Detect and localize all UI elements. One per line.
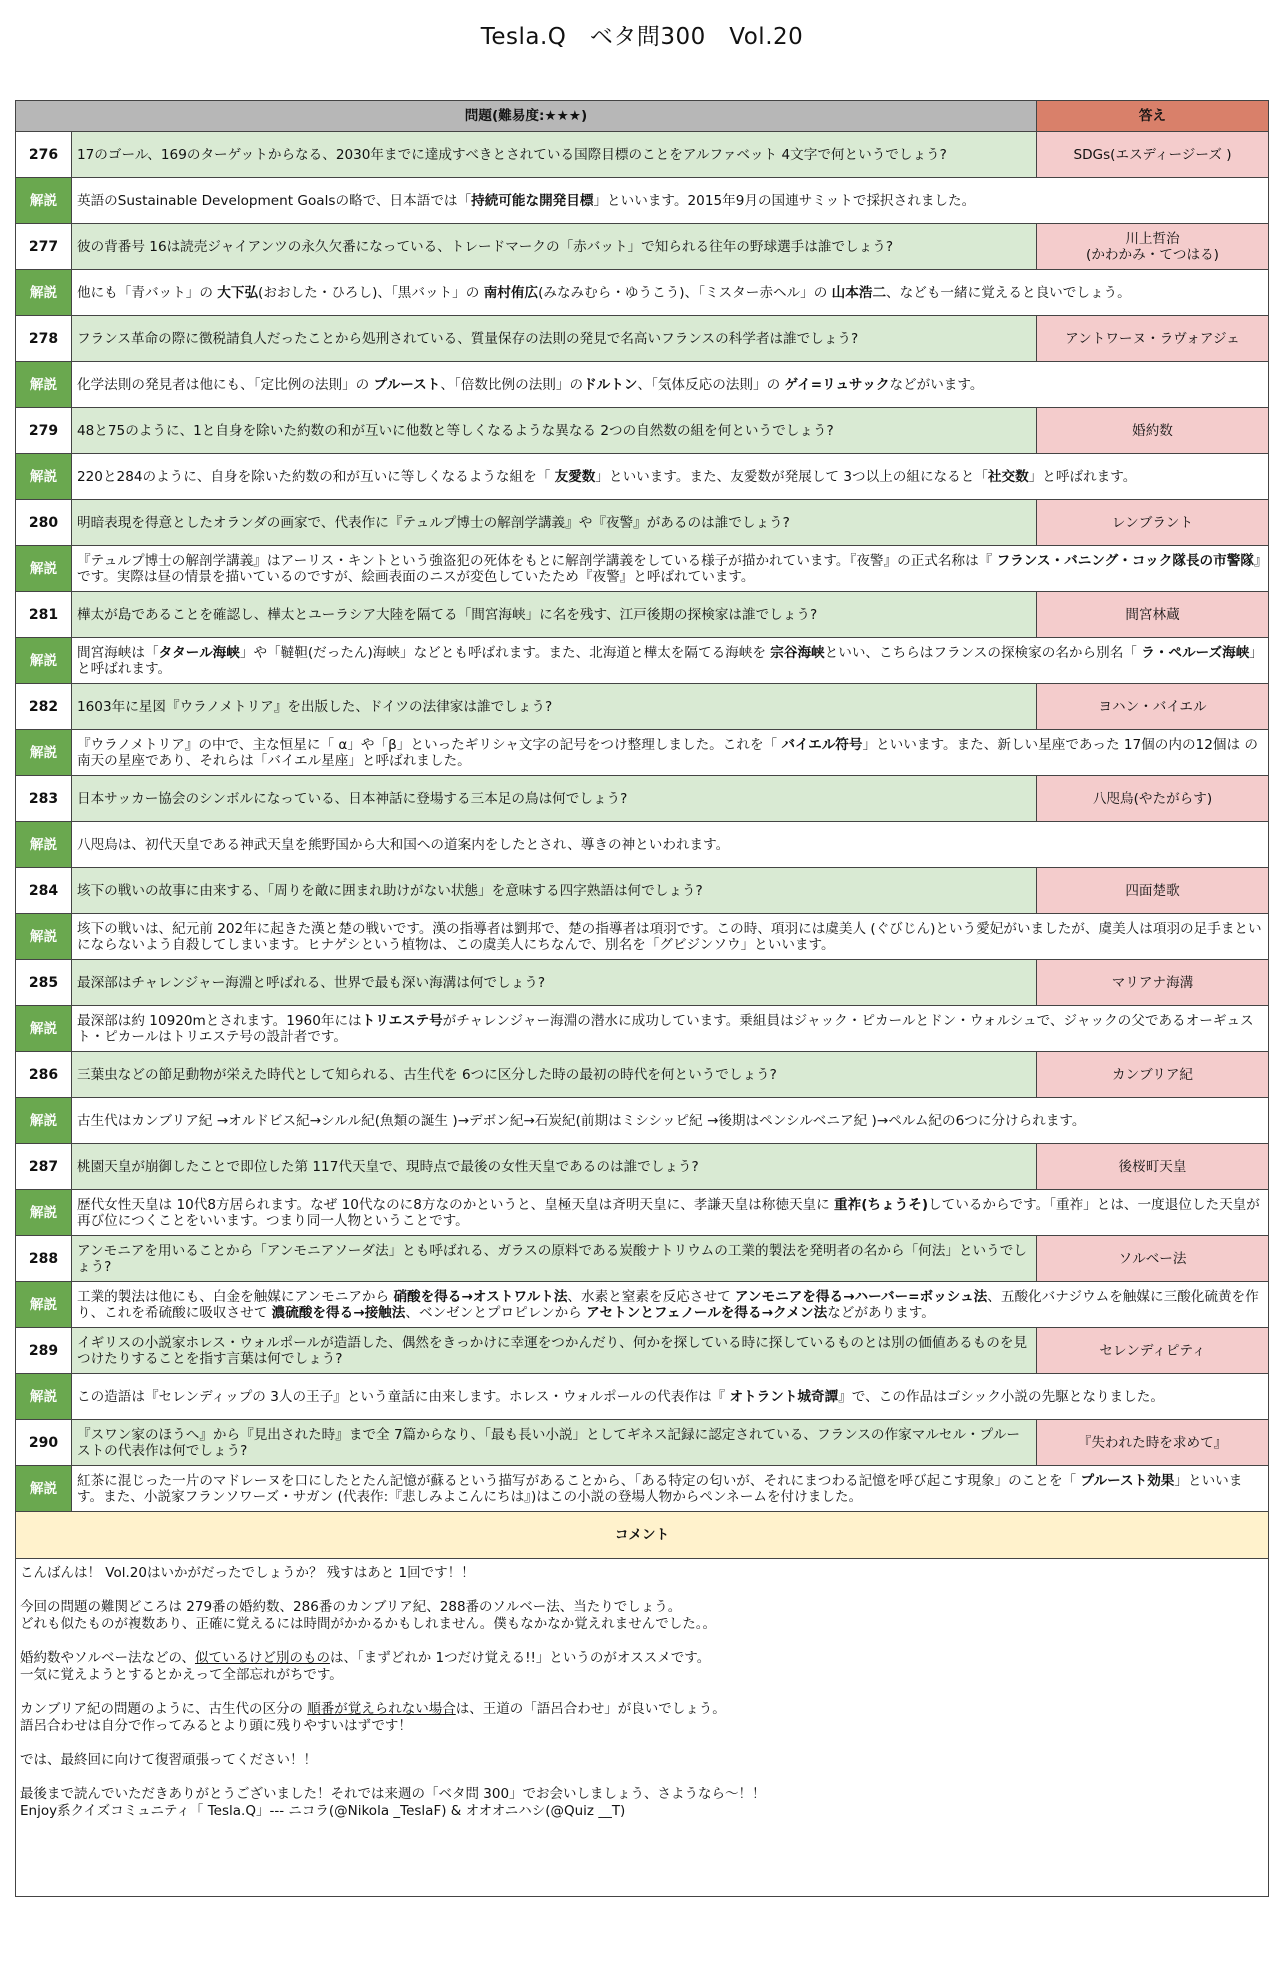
question-text: 三葉虫などの節足動物が栄えた時代として知られる、古生代を 6つに区分した時の最初の時代を何というでしょう? xyxy=(72,1052,1037,1098)
comment-line xyxy=(20,1786,1264,1803)
question-number: 285 xyxy=(16,960,72,1006)
question-text: 桃園天皇が崩御したことで即位した第 117代天皇で、現時点で最後の女性天皇であるのは誰でしょう? xyxy=(72,1144,1037,1190)
explanation-label: 解説 xyxy=(16,822,72,868)
text-segment: 」といいます。また、友愛数が発展して 3つ以上の組になると「 xyxy=(595,468,988,485)
explanation-text xyxy=(72,362,1269,408)
answer-cell: 間宮林蔵 xyxy=(1037,592,1269,638)
underlined-phrase: 似ているけど別のもの xyxy=(194,1650,330,1666)
explanation-row xyxy=(16,638,1269,684)
question-text: 日本サッカー協会のシンボルになっている、日本神話に登場する三本足の鳥は何でしょう? xyxy=(72,776,1037,822)
comment-line xyxy=(20,1684,1264,1701)
text-segment: 語呂合わせは自分で作ってみるとより頭に残りやすいはずです！ xyxy=(20,1718,412,1734)
answer-cell: 八咫烏(やたがらす) xyxy=(1037,776,1269,822)
explanation-text xyxy=(72,1006,1269,1052)
question-row xyxy=(16,408,1269,454)
text-segment: 」といいます。また、小説家フランソワーズ・サガン (代表作:『悲しみよこんにちは』)はこの小説の登場人物からペンネームを付けました。 xyxy=(77,1472,1243,1505)
answer-cell: 婚約数 xyxy=(1037,408,1269,454)
question-text: 彼の背番号 16は読売ジャイアンツの永久欠番になっている、トレードマークの「赤バット」で知られる往年の野球選手は誰でしょう? xyxy=(72,224,1037,270)
explanation-row xyxy=(16,914,1269,960)
comment-line xyxy=(20,1769,1264,1786)
comment-line xyxy=(20,1650,1264,1667)
bold-term: バイエル符号 xyxy=(781,736,863,753)
bold-term: タタール海峡 xyxy=(158,644,240,661)
question-text: イギリスの小説家ホレス・ウォルポールが造語した、偶然をきっかけに幸運をつかんだり、何かを探している時に探しているものとは別の価値あるものを見つけたりすることを指す言葉は何でしょう? xyxy=(72,1328,1037,1374)
text-segment: 」といいます。2015年9月の国連サミットで採択されました。 xyxy=(593,192,976,209)
explanation-label: 解説 xyxy=(16,1282,72,1328)
question-number: 290 xyxy=(16,1420,72,1466)
explanation-text xyxy=(72,638,1269,684)
bold-term: 山本浩二 xyxy=(831,284,887,301)
question-number: 279 xyxy=(16,408,72,454)
explanation-text xyxy=(72,1098,1269,1144)
text-segment: 工業的製法は他にも、白金を触媒にアンモニアから xyxy=(77,1288,394,1305)
bold-term: 硝酸を得る→オストワルト法 xyxy=(393,1288,568,1305)
question-row xyxy=(16,500,1269,546)
explanation-text xyxy=(72,270,1269,316)
explanation-row xyxy=(16,1466,1269,1512)
explanation-row xyxy=(16,730,1269,776)
text-segment: 間宮海峡は「 xyxy=(77,644,159,661)
text-segment: 、なども一緒に覚えると良いでしょう。 xyxy=(886,284,1131,301)
explanation-label: 解説 xyxy=(16,1006,72,1052)
text-segment: 一気に覚えようとするとかえって全部忘れがちです。 xyxy=(20,1667,343,1683)
explanation-label: 解説 xyxy=(16,178,72,224)
question-number: 283 xyxy=(16,776,72,822)
explanation-text xyxy=(72,1466,1269,1512)
text-segment: 『テュルプ博士の解剖学講義』はアーリス・キントという強盗犯の死体をもとに解剖学講義をしている様子が描かれています。『夜警』の正式名称は『 xyxy=(77,552,997,569)
question-text: 最深部はチャレンジャー海淵と呼ばれる、世界で最も深い海溝は何でしょう? xyxy=(72,960,1037,1006)
text-segment: 化学法則の発見者は他にも、「定比例の法則」の xyxy=(77,376,374,393)
table-header xyxy=(16,101,1269,132)
text-segment: 、ベンゼンとプロピレンから xyxy=(405,1304,587,1321)
bold-term: 持続可能な開発目標 xyxy=(471,192,594,209)
text-segment: といい、こちらはフランスの探検家の名から別名「 xyxy=(824,644,1142,661)
explanation-label: 解説 xyxy=(16,914,72,960)
explanation-label: 解説 xyxy=(16,546,72,592)
text-segment: 歴代女性天皇は 10代8方居られます。なぜ 10代なのに8方なのかというと、皇極天皇は斉明天皇に、孝謙天皇は称徳天皇に xyxy=(77,1196,835,1213)
question-text: 48と75のように、1と自身を除いた約数の和が互いに他数と等しくなるような異なる 2つの自然数の組を何というでしょう? xyxy=(72,408,1037,454)
bold-term: プルースト効果 xyxy=(1080,1472,1175,1489)
text-segment: こんばんは！ Vol.20はいかがだったでしょうか？ 残すはあと 1回です！！ xyxy=(20,1565,475,1581)
text-segment: (おおした・ひろし)、「黒バット」の xyxy=(258,284,484,301)
question-row xyxy=(16,1328,1269,1374)
bold-term: 大下弘 xyxy=(217,284,259,301)
answer-cell: アントワーヌ・ラヴォアジェ xyxy=(1037,316,1269,362)
bold-term: プルースト xyxy=(373,376,441,393)
explanation-text xyxy=(72,546,1269,592)
answer-cell: 川上哲治 (かわかみ・てつはる) xyxy=(1037,224,1269,270)
question-text: 樺太が島であることを確認し、樺太とユーラシア大陸を隔てる「間宮海峡」に名を残す、江戸後期の探検家は誰でしょう? xyxy=(72,592,1037,638)
text-segment: どれも似たものが複数あり、正確に覚えるには時間がかかるかもしれません。僕もなかなか覚えれませんでした。。 xyxy=(20,1616,717,1632)
text-segment: 紅茶に混じった一片のマドレーヌを口にしたとたん記憶が蘇るという描写があることから、「ある特定の匂いが、それにまつわる記憶を呼び起こす現象」のことを「 xyxy=(77,1472,1081,1489)
text-segment: 』で、この作品はゴシック小説の先駆となりました。 xyxy=(838,1388,1164,1405)
quiz-table xyxy=(15,100,1269,1897)
question-text: フランス革命の際に徴税請負人だったことから処刑されている、質量保存の法則の発見で名高いフランスの科学者は誰でしょう? xyxy=(72,316,1037,362)
answer-cell: 後桜町天皇 xyxy=(1037,1144,1269,1190)
bold-term: ドルトン xyxy=(583,376,638,393)
text-segment: 今回の問題の難関どころは 279番の婚約数、286番のカンブリア紀、288番のソルベー法、当たりでしょう。 xyxy=(20,1599,682,1615)
answer-cell: カンブリア紀 xyxy=(1037,1052,1269,1098)
question-text: 垓下の戦いの故事に由来する、「周りを敵に囲まれ助けがない状態」を意味する四字熟語は何でしょう? xyxy=(72,868,1037,914)
text-segment: 古生代はカンブリア紀 →オルドビス紀→シルル紀(魚類の誕生 )→デボン紀→石炭紀(前期はミシシッピ紀 →後期はペンシルベニア紀 )→ペルム紀の6つに分けられます。 xyxy=(77,1112,1086,1129)
explanation-row xyxy=(16,822,1269,868)
text-segment: は、王道の「語呂合わせ」が良いでしょう。 xyxy=(455,1701,726,1717)
question-text: 17のゴール、169のターゲットからなる、2030年までに達成すべきとされている国際目標のことをアルファベット 4文字で何というでしょう? xyxy=(72,132,1037,178)
text-segment: 』です。実際は昼の情景を描いているのですが、絵画表面のニスが変色していたため『夜警』と呼ばれています。 xyxy=(77,552,1261,585)
explanation-label: 解説 xyxy=(16,454,72,500)
text-segment: 、水素と窒素を反応させて xyxy=(567,1288,735,1305)
question-column-header: 問題(難易度:★★★) xyxy=(16,101,1037,132)
explanation-label: 解説 xyxy=(16,730,72,776)
answer-cell: ソルベー法 xyxy=(1037,1236,1269,1282)
explanation-label: 解説 xyxy=(16,1466,72,1512)
bold-term: 宗谷海峡 xyxy=(770,644,825,661)
answer-cell: SDGs(エスディージーズ ) xyxy=(1037,132,1269,178)
explanation-row xyxy=(16,1098,1269,1144)
text-segment: 他にも「青バット」の xyxy=(77,284,218,301)
text-segment: などがあります。 xyxy=(827,1304,935,1321)
text-segment: Enjoy系クイズコミュニティ「 Tesla.Q」--- ニコラ(@Nikola _TeslaF) & オオオニハシ(@Quiz __T) xyxy=(20,1803,626,1819)
explanation-text xyxy=(72,1190,1269,1236)
explanation-text xyxy=(72,178,1269,224)
comment-line xyxy=(20,1701,1264,1718)
question-row xyxy=(16,776,1269,822)
explanation-row xyxy=(16,270,1269,316)
explanation-label: 解説 xyxy=(16,1190,72,1236)
question-row xyxy=(16,592,1269,638)
question-row xyxy=(16,224,1269,270)
bold-term: ゲイ=リュサック xyxy=(784,376,890,393)
text-segment: 、「倍数比例の法則」の xyxy=(440,376,584,393)
text-segment: 英語のSustainable Development Goalsの略で、日本語では「 xyxy=(77,192,472,209)
text-segment: 、「気体反応の法則」の xyxy=(637,376,785,393)
text-segment: は、「まずどれか 1つだけ覚える!!」というのがオススメです。 xyxy=(329,1650,711,1666)
question-row xyxy=(16,1052,1269,1098)
question-number: 277 xyxy=(16,224,72,270)
explanation-label: 解説 xyxy=(16,270,72,316)
text-segment: この造語は『セレンディップの 3人の王子』という童話に由来します。ホレス・ウォルポールの代表作は『 xyxy=(77,1388,730,1405)
question-row xyxy=(16,960,1269,1006)
question-number: 278 xyxy=(16,316,72,362)
comment-line xyxy=(20,1633,1264,1650)
bold-term: 南村侑広 xyxy=(483,284,539,301)
comment-line xyxy=(20,1616,1264,1633)
text-segment: 最深部は約 10920mとされます。1960年には xyxy=(77,1012,362,1029)
comment-header-row xyxy=(16,1512,1269,1559)
bold-term: 社交数 xyxy=(987,468,1029,485)
answer-cell: ヨハン・バイエル xyxy=(1037,684,1269,730)
answer-cell: 四面楚歌 xyxy=(1037,868,1269,914)
question-number: 287 xyxy=(16,1144,72,1190)
explanation-text xyxy=(72,1374,1269,1420)
bold-term: オトラント城奇譚 xyxy=(729,1388,839,1405)
comment-line xyxy=(20,1565,1264,1582)
explanation-text xyxy=(72,454,1269,500)
text-segment: 」と呼ばれます。 xyxy=(1028,468,1137,485)
text-segment: 垓下の戦いは、紀元前 202年に起きた漢と楚の戦いです。漢の指導者は劉邦で、楚の指導者は項羽です。この時、項羽には虞美人 (ぐびじん)という愛妃がいましたが、虞美人は項羽の足手まといにならないよう自殺してしまいます。ヒナゲシという植物は、この虞美人にちなんで、別名を「グビジンソウ」といいます。 xyxy=(77,920,1262,953)
text-segment: 」といいます。また、新しい星座であった 17個の内の12個は の南天の星座であり、それらは「バイエル星座」と呼ばれました。 xyxy=(77,736,1258,769)
question-row xyxy=(16,1236,1269,1282)
question-number: 288 xyxy=(16,1236,72,1282)
question-number: 281 xyxy=(16,592,72,638)
question-number: 289 xyxy=(16,1328,72,1374)
explanation-label: 解説 xyxy=(16,362,72,408)
text-segment: 」や「韃靼(だったん)海峡」などとも呼ばれます。また、北海道と樺太を隔てる海峡を xyxy=(239,644,771,661)
explanation-label: 解説 xyxy=(16,638,72,684)
comment-line xyxy=(20,1752,1264,1769)
comment-body-row xyxy=(16,1559,1269,1897)
question-number: 276 xyxy=(16,132,72,178)
text-segment: 220と284のように、自身を除いた約数の和が互いに等しくなるような組を「 xyxy=(77,468,555,485)
text-segment: 婚約数やソルベー法などの、 xyxy=(20,1650,195,1666)
text-segment: しているからです。「重祚」とは、一度退位した天皇が再び位につくことをいいます。つまり同一人物ということです。 xyxy=(77,1196,1260,1229)
answer-cell: 『失われた時を求めて』 xyxy=(1037,1420,1269,1466)
explanation-row xyxy=(16,1374,1269,1420)
explanation-row xyxy=(16,546,1269,592)
answer-cell: レンブラント xyxy=(1037,500,1269,546)
explanation-row xyxy=(16,1282,1269,1328)
bold-term: 友愛数 xyxy=(554,468,596,485)
answer-cell: セレンディピティ xyxy=(1037,1328,1269,1374)
explanation-label: 解説 xyxy=(16,1374,72,1420)
text-segment: 最後まで読んでいただきありがとうございました！それでは来週の「ベタ問 300」でお会いしましょう、さようなら〜！！ xyxy=(20,1786,766,1802)
comment-line xyxy=(20,1667,1264,1684)
question-text: 『スワン家のほうへ』から『見出された時』まで全 7篇からなり、「最も長い小説」としてギネス記録に認定されている、フランスの作家マルセル・プルーストの代表作は何でしょう? xyxy=(72,1420,1037,1466)
explanation-text xyxy=(72,1282,1269,1328)
question-number: 280 xyxy=(16,500,72,546)
text-segment: (みなみむら・ゆうこう)、「ミスター赤ヘル」の xyxy=(538,284,832,301)
bold-term: 重祚(ちょうそ) xyxy=(834,1196,929,1213)
text-segment: 八咫烏は、初代天皇である神武天皇を熊野国から大和国への道案内をしたとされ、導きの神といわれます。 xyxy=(77,836,730,853)
explanation-row xyxy=(16,178,1269,224)
bold-term: フランス・バニング・コック隊長の市警隊 xyxy=(996,552,1254,569)
text-segment: カンブリア紀の問題のように、古生代の区分の xyxy=(20,1701,308,1717)
question-row xyxy=(16,316,1269,362)
explanation-text xyxy=(72,822,1269,868)
question-text: 明暗表現を得意としたオランダの画家で、代表作に『テュルプ博士の解剖学講義』や『夜警』があるのは誰でしょう? xyxy=(72,500,1037,546)
question-row xyxy=(16,1144,1269,1190)
question-text: アンモニアを用いることから「アンモニアソーダ法」とも呼ばれる、ガラスの原料である炭酸ナトリウムの工業的製法を発明者の名から「何法」というでしょう? xyxy=(72,1236,1037,1282)
comment-line xyxy=(20,1735,1264,1752)
comment-line xyxy=(20,1599,1264,1616)
question-row xyxy=(16,684,1269,730)
explanation-row xyxy=(16,454,1269,500)
bold-term: アセトンとフェノールを得る→クメン法 xyxy=(586,1304,828,1321)
text-segment: がチャレンジャー海淵の潜水に成功しています。乗組員はジャック・ピカールとドン・ウォルシュで、ジャックの父であるオーギュスト・ピカールはトリエステ号の設計者です。 xyxy=(77,1012,1254,1045)
question-row xyxy=(16,132,1269,178)
explanation-text xyxy=(72,730,1269,776)
text-segment: 、五酸化バナジウムを触媒に三酸化硫黄を作り、これを希硫酸に吸収させて xyxy=(77,1288,1259,1321)
text-segment: では、最終回に向けて復習頑張ってください！！ xyxy=(20,1752,317,1768)
bold-term: トリエステ号 xyxy=(361,1012,443,1029)
explanation-text xyxy=(72,914,1269,960)
question-row xyxy=(16,1420,1269,1466)
page-title: Tesla.Q ベタ問300 Vol.20 xyxy=(480,24,804,50)
question-number: 286 xyxy=(16,1052,72,1098)
explanation-row xyxy=(16,1190,1269,1236)
comment-line xyxy=(20,1718,1264,1735)
bold-term: ラ・ペルーズ海峡 xyxy=(1141,644,1250,661)
underlined-phrase: 順番が覚えられない場合 xyxy=(307,1701,456,1717)
question-row xyxy=(16,868,1269,914)
text-segment: 『ウラノメトリア』の中で、主な恒星に「 α」や「β」といったギリシャ文字の記号をつけ整理しました。これを「 xyxy=(77,736,782,753)
question-number: 284 xyxy=(16,868,72,914)
answer-column-header: 答え xyxy=(1037,101,1269,132)
comment-line xyxy=(20,1582,1264,1599)
answer-cell: マリアナ海溝 xyxy=(1037,960,1269,1006)
comment-body xyxy=(16,1559,1269,1897)
explanation-row xyxy=(16,1006,1269,1052)
text-segment: などがいます。 xyxy=(889,376,984,393)
comment-header: コメント xyxy=(16,1512,1269,1559)
explanation-row xyxy=(16,362,1269,408)
question-text: 1603年に星図『ウラノメトリア』を出版した、ドイツの法律家は誰でしょう? xyxy=(72,684,1037,730)
bold-term: アンモニアを得る→ハーバー=ボッシュ法 xyxy=(734,1288,988,1305)
text-segment: 」と呼ばれます。 xyxy=(77,644,1263,677)
explanation-label: 解説 xyxy=(16,1098,72,1144)
bold-term: 濃硫酸を得る→接触法 xyxy=(271,1304,406,1321)
comment-line xyxy=(20,1803,1264,1820)
question-number: 282 xyxy=(16,684,72,730)
